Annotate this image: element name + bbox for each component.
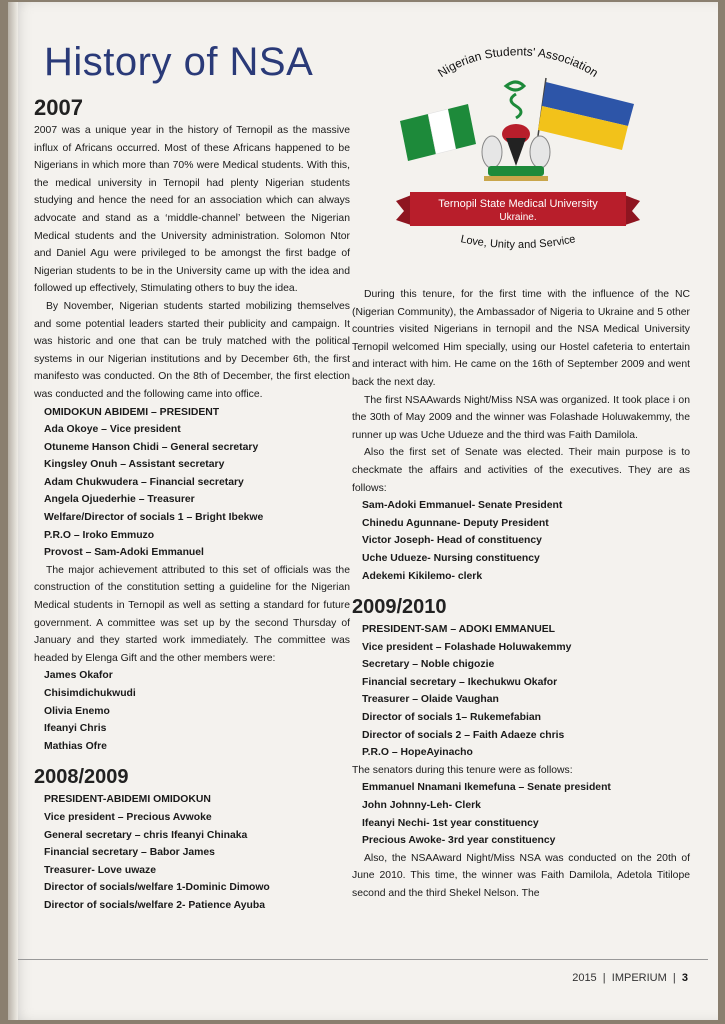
list-item: Director of socials/welfare 1-Dominic Dimowo [44, 882, 270, 894]
logo-arc-top-text: Nigerian Students' Association [435, 44, 601, 80]
nsa-logo [388, 26, 648, 276]
banner-line1: Ternopil State Medical University [438, 198, 598, 210]
page-number: 3 [681, 972, 688, 984]
list-item: Adam Chukwudera – Financial secretary [44, 476, 244, 488]
banner-line2: Ukraine. [499, 212, 537, 223]
list-item: P.R.O – HopeAyinacho [362, 747, 473, 759]
list-item: Sam-Adoki Emmanuel- Senate President [362, 500, 563, 512]
list-item: Ifeanyi Chris [44, 723, 107, 735]
list-item: Provost – Sam-Adoki Emmanuel [44, 547, 204, 559]
list-item: OMIDOKUN ABIDEMI – PRESIDENT [44, 406, 220, 418]
list-item: Secretary – Noble chigozie [362, 659, 495, 671]
footer-magazine: IMPERIUM [611, 972, 667, 984]
page-footer: 2015 | IMPERIUM | 3 [572, 972, 688, 984]
year-heading-2007: 2007 [34, 95, 83, 120]
list-item: Treasurer – Olaide Vaughan [362, 694, 499, 706]
list-item: Financial secretary – Ikechukwu Okafor [362, 676, 558, 688]
list-item: PRESIDENT-SAM – ADOKI EMMANUEL [362, 624, 556, 636]
list-item: PRESIDENT-ABIDEMI OMIDOKUN [44, 794, 211, 806]
page-spine [8, 2, 18, 1020]
list-item: Director of socials 1– Rukemefabian [362, 712, 542, 724]
officers-2007-list [34, 404, 350, 562]
list-item: Director of socials/welfare 2- Patience Ayuba [44, 899, 265, 911]
list-item: John Johnny-Leh- Clerk [362, 800, 481, 812]
year-heading-2009: 2009/2010 [352, 596, 447, 619]
officers-2009-list [352, 621, 690, 762]
senators-2009-list [352, 779, 690, 849]
nigeria-flag [400, 104, 476, 161]
senators-intro: The senators during this tenure were as follows: [352, 764, 573, 776]
senate-list [352, 497, 690, 585]
list-item: P.R.O – Iroko Emmuzo [44, 529, 155, 541]
list-item: Treasurer- Love uwaze [44, 864, 157, 876]
list-item: Ifeanyi Nechi- 1st year constituency [362, 817, 539, 829]
year-heading-2008: 2008/2009 [34, 766, 129, 789]
list-item: Chinedu Agunnane- Deputy President [362, 517, 549, 529]
list-item: Vice president – Folashade Holuwakemmy [362, 641, 572, 653]
list-item: Emmanuel Nnamani Ikemefuna – Senate president [362, 782, 611, 794]
page-title: History of NSA [44, 40, 314, 84]
officers-2008-list [34, 791, 350, 914]
list-item: Uche Udueze- Nursing constituency [362, 552, 540, 564]
list-item: Otuneme Hanson Chidi – General secretary [44, 441, 259, 453]
list-item: Olivia Enemo [44, 705, 110, 717]
list-item: Adekemi Kikilemo- clerk [362, 570, 483, 582]
list-item: Precious Awoke- 3rd year constituency [362, 835, 556, 847]
paragraph-ambassador-visit: During this tenure, for the first time with the influence of the NC (Nigerian Community), the Ambassador of Nigeria to Ukraine and 5 other countries visited Nigerians in ternopil and the NSA Medical University Ternopil welcomed Him specially, using our Hostel cafeteria to entertain and interact with him. He came on the 16th of September 2009 and went back the next day. [352, 289, 690, 388]
list-item: Kingsley Onuh – Assistant secretary [44, 459, 225, 471]
committee-list [34, 667, 350, 755]
right-column [352, 286, 690, 903]
footer-divider [18, 959, 708, 960]
list-item: General secretary – chris Ifeanyi Chinaka [44, 829, 248, 841]
footer-year: 2015 [572, 972, 597, 984]
list-item: Angela Ojuederhie – Treasurer [44, 494, 195, 506]
paragraph-2007-intro: 2007 was a unique year in the history of Ternopil as the massive influx of Africans occurred. Most of these Africans happened to be Nigerians in which more than 70% were Medical students. With this, the medical university in Ternopil had plenty Nigerian students studying and hence the need for an association which can always advocate and stand as a ‘middle-channel’ between the Nigerian Medical students and the University administration. Solomon Ntor and Daniel Agu were privileged to be amongst the first badge of Nigerian students to be in the University came up with the idea and followed up effectively, Stimulating others to buy the idea. [34, 125, 350, 295]
list-item: Welfare/Director of socials 1 – Bright Ibekwe [44, 512, 264, 524]
list-item: James Okafor [44, 670, 113, 682]
paragraph-2007-achievement: The major achievement attributed to this set of officials was the construction of the constitution setting a guideline for the Nigerian Medical students in Ternopil as well as setting a standard for future government. A committee was set up by the second Thursday of January and they started work immediately. The committee was headed by Elenga Gift and the other members were: [34, 564, 350, 664]
magazine-page [8, 2, 718, 1020]
list-item: Vice president – Precious Avwoke [44, 811, 212, 823]
paragraph-awards-2010: Also, the NSAAward Night/Miss NSA was conducted on the 20th of June 2010. This time, the winner was Faith Damilola, Adetola Titilope second and the third Shekel Nelson. The [352, 852, 690, 899]
paragraph-awards-night: The first NSAAwards Night/Miss NSA was organized. It took place i on the 30th of May 2009 and the winner was Folashade Holuwakemmy, the runner up was Uche Udueze and the third was Faith Damilola. [352, 394, 690, 441]
left-column [34, 94, 350, 915]
list-item: Mathias Ofre [44, 740, 107, 752]
university-banner [396, 192, 640, 226]
paragraph-2007-november: By November, Nigerian students started mobilizing themselves and some potential leaders started their publicity and campaign. It was historic and one that can be truly matched with the political systems in our Nigerian institutions and by December 6th, the first manifesto was conducted. On the 8th of December, the first election was conducted and the following came into office. [34, 300, 350, 400]
list-item: Director of socials 2 – Faith Adaeze chris [362, 729, 565, 741]
ukraine-flag [538, 78, 634, 150]
list-item: Victor Joseph- Head of constituency [362, 535, 542, 547]
list-item: Financial secretary – Babor James [44, 847, 215, 859]
paragraph-senate: Also the first set of Senate was elected. Their main purpose is to checkmate the affairs and activities of the executives. They are as follows: [352, 447, 690, 494]
list-item: Ada Okoye – Vice president [44, 424, 181, 436]
logo-motto: Love, Unity and Service [459, 233, 577, 252]
coat-of-arms-icon [482, 82, 550, 181]
list-item: Chisimdichukwudi [44, 688, 136, 699]
